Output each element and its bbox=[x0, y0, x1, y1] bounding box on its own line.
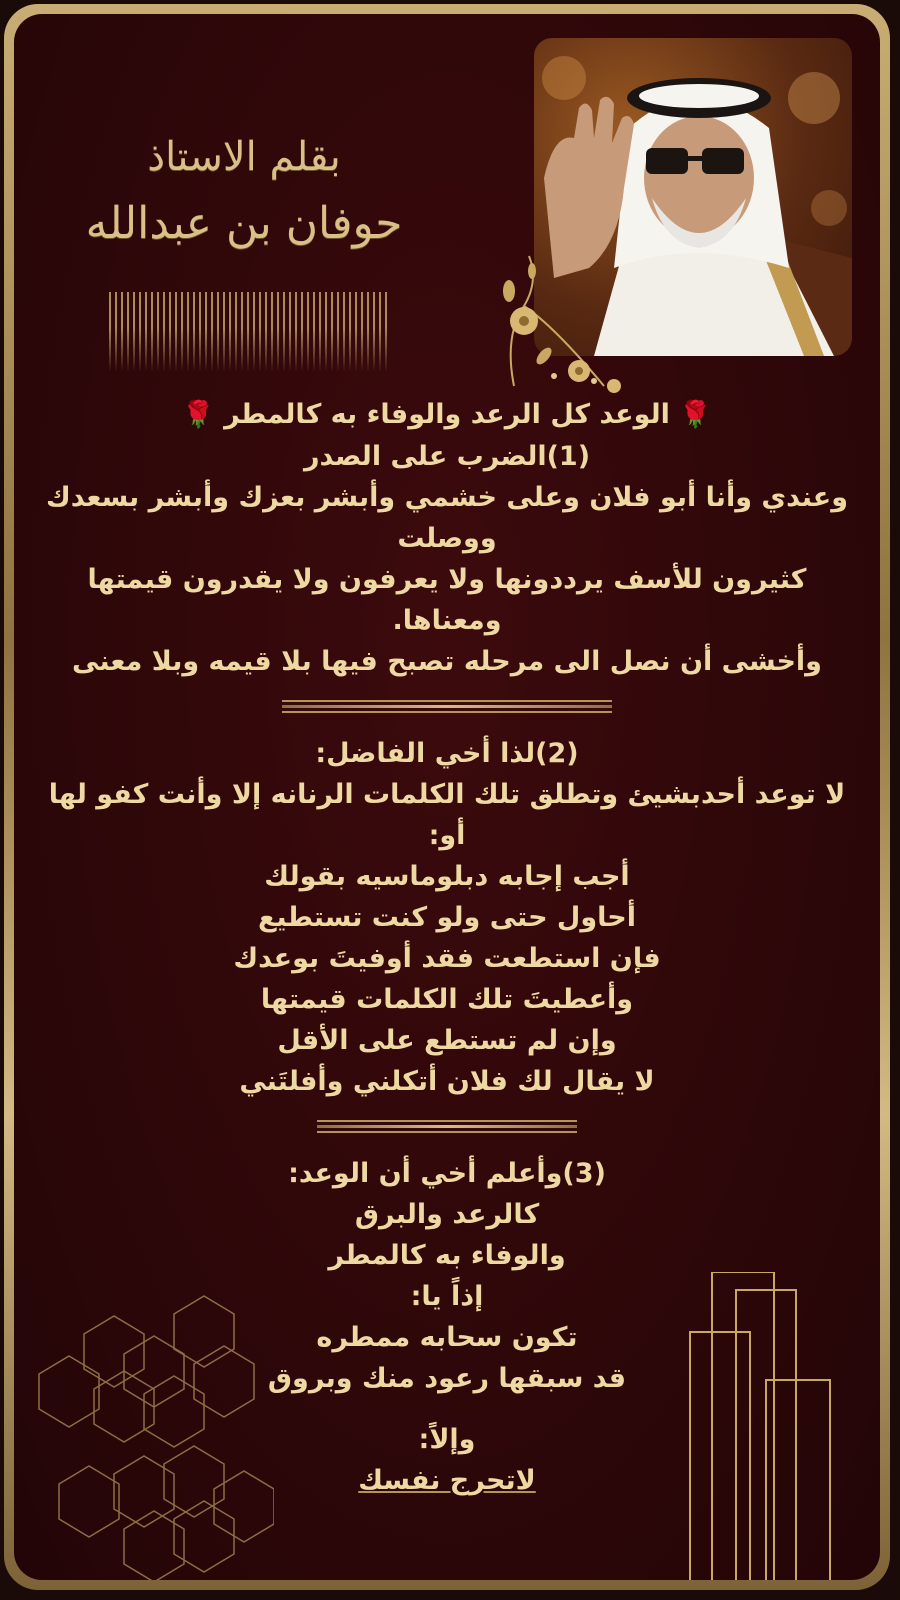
section3-line: تكون سحابه ممطره bbox=[316, 1322, 578, 1353]
closing-line: لاتحرج نفسك bbox=[358, 1465, 536, 1496]
hexagon-pattern-decoration bbox=[24, 1294, 274, 1580]
sparkle-curtain-decoration bbox=[109, 292, 389, 372]
section3-line: كالرعد والبرق bbox=[354, 1199, 540, 1230]
section1-line: وأخشى أن نصل الى مرحله تصبح فيها بلا قيمه وبلا معنى bbox=[72, 646, 822, 677]
section2-line: وأعطيتَ تلك الكلمات قيمتها bbox=[260, 984, 634, 1015]
section2-heading: (2)لذا أخي الفاضل: bbox=[315, 738, 579, 769]
section2-line: وإن لم تستطع على الأقل bbox=[277, 1025, 617, 1056]
section2-line: لا يقال لك فلان أتكلني وأفلتَني bbox=[239, 1066, 655, 1097]
author-block bbox=[54, 134, 434, 249]
poem-title: الوعد كل الرعد والوفاء به كالمطر bbox=[224, 399, 670, 430]
rose-icon: 🌹 bbox=[182, 400, 215, 430]
rose-icon: 🌹 bbox=[679, 400, 712, 430]
section3-line: قد سبقها رعود منك وبروق bbox=[267, 1363, 627, 1394]
poster-frame bbox=[4, 4, 890, 1590]
poster-background bbox=[14, 14, 880, 1580]
poem-title-line bbox=[34, 394, 860, 436]
section2-line: لا توعد أحدبشيئ وتطلق تلك الكلمات الرنانه إلا وأنت كفو لها أو: bbox=[48, 779, 846, 851]
section1-heading: (1)الضرب على الصدر bbox=[303, 441, 591, 472]
floral-ornament-icon bbox=[484, 246, 634, 396]
section2-line: فإن استطعت فقد أوفيتَ بوعدك bbox=[233, 943, 661, 974]
skyline-towers-decoration bbox=[686, 1272, 836, 1580]
closing-line: وإلاً: bbox=[418, 1424, 476, 1455]
section1-line: كثيرون للأسف يرددونها ولا يعرفون ولا يقدرون قيمتها ومعناها. bbox=[87, 564, 807, 636]
author-name: حوفان بن عبدالله bbox=[85, 198, 403, 249]
gold-divider bbox=[282, 700, 612, 713]
section3-line: إذاً يا: bbox=[410, 1281, 484, 1312]
section2-line: أحاول حتى ولو كنت تستطيع bbox=[257, 902, 636, 933]
section1-line: وعندي وأنا أبو فلان وعلى خشمي وأبشر بعزك وأبشر بسعدك ووصلت bbox=[46, 482, 848, 554]
by-line: بقلم الاستاذ bbox=[147, 134, 341, 180]
section3-heading: (3)وأعلم أخي أن الوعد: bbox=[288, 1158, 606, 1189]
section2-line: أجب إجابه دبلوماسيه بقولك bbox=[264, 861, 630, 892]
section3-line: والوفاء به كالمطر bbox=[328, 1240, 566, 1271]
gold-divider bbox=[317, 1120, 577, 1133]
